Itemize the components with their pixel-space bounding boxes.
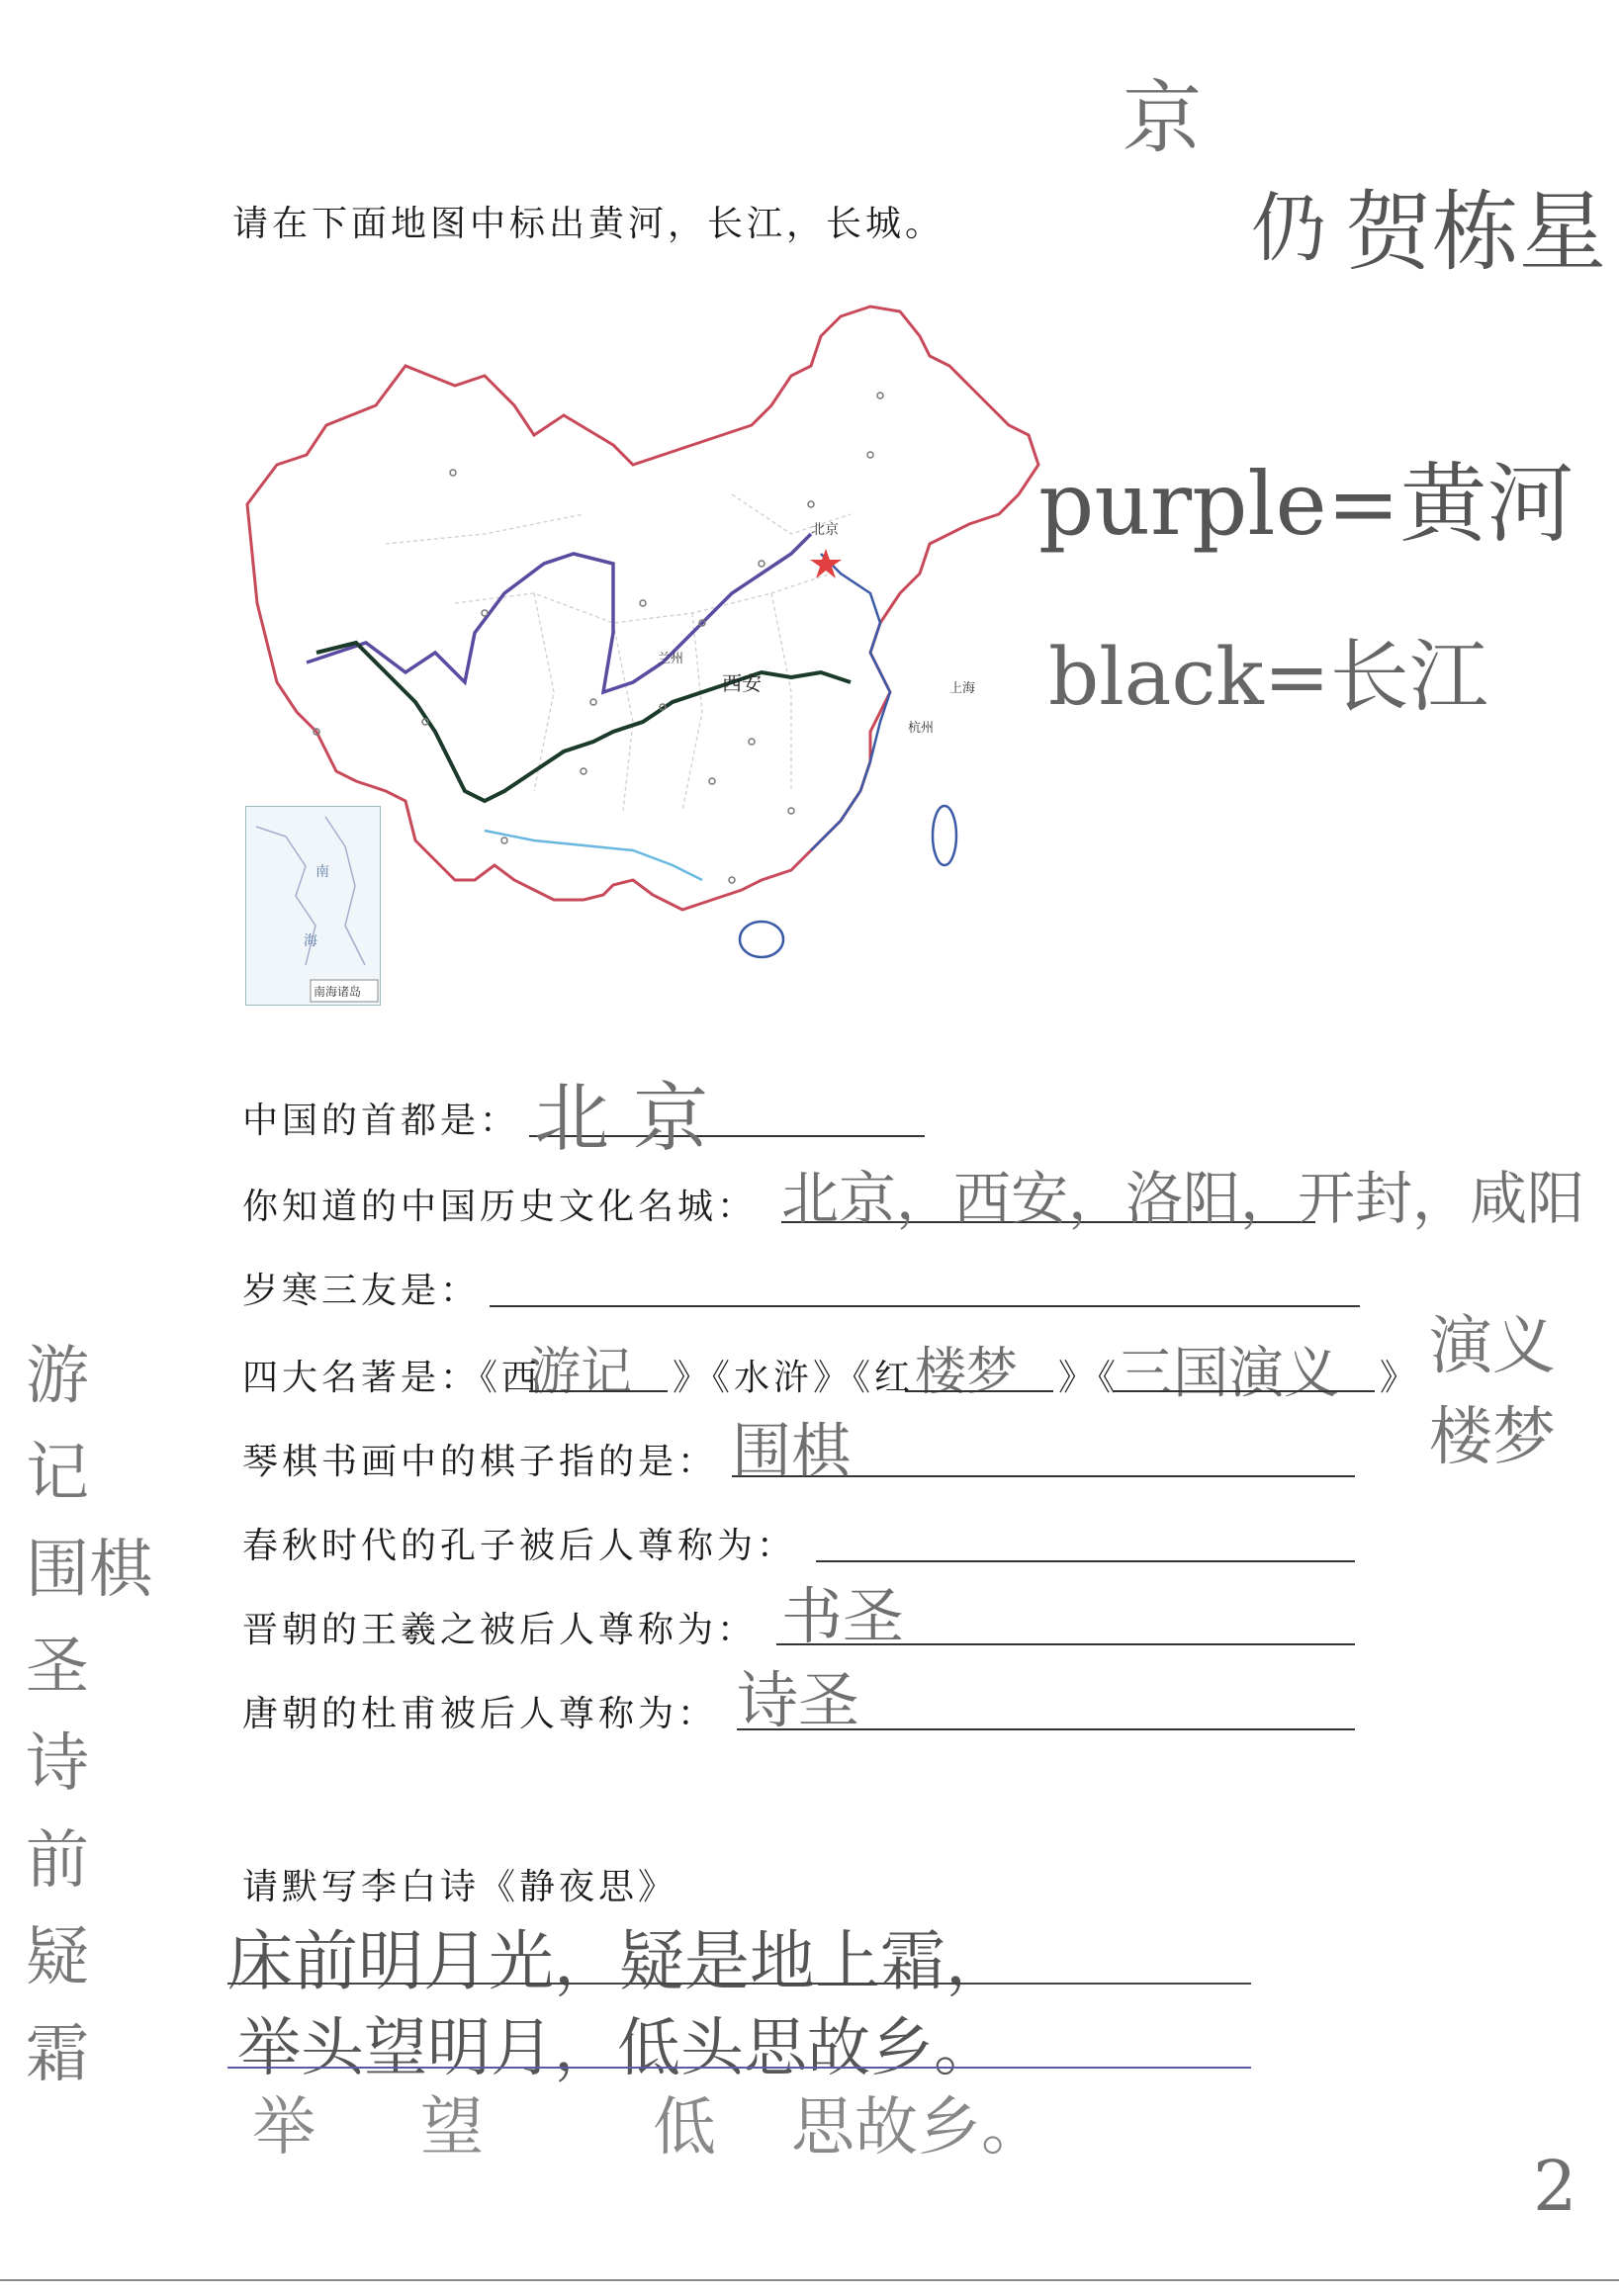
map-instruction: 请在下面地图中标出黄河，长江，长城。 xyxy=(232,204,945,244)
answer-chess: 围棋 xyxy=(732,1417,851,1486)
answer-line-confucius xyxy=(816,1560,1355,1562)
poem-practice-1: 举 xyxy=(252,2091,315,2164)
poem-prompt: 请默写李白诗《静夜思》 xyxy=(242,1867,678,1907)
south-china-sea-inset xyxy=(245,806,381,1006)
question-capital: 中国的首都是： xyxy=(242,1101,520,1141)
answer-historic-cities: 北京，西安，洛阳，开封，咸阳 xyxy=(781,1165,1585,1232)
poem-practice-4: 思故乡。 xyxy=(791,2091,1044,2164)
margin-char: 记 xyxy=(26,1437,89,1510)
answer-line-red-mansions xyxy=(905,1390,1053,1392)
name-prefix-scribble: 仍 xyxy=(1251,184,1326,272)
student-name: 贺栋星 xyxy=(1345,181,1607,283)
question-four-classics-part4: 》 xyxy=(1380,1358,1420,1398)
margin-word: 演义 xyxy=(1429,1310,1556,1383)
inset-label-islands: 南海诸岛 xyxy=(314,985,362,999)
beijing-star xyxy=(810,549,842,578)
taiwan-outline xyxy=(933,806,956,865)
answer-wang-xizhi: 书圣 xyxy=(781,1580,905,1652)
answer-line-journey-west xyxy=(529,1390,668,1392)
margin-char: 圣 xyxy=(26,1631,89,1704)
left-margin-practice xyxy=(26,1340,164,2091)
answer-red-mansions: 楼梦 xyxy=(915,1343,1019,1402)
poem-rule-1 xyxy=(227,1983,1251,1985)
inset-label-south: 南 xyxy=(315,864,329,880)
answer-line-three-friends xyxy=(490,1305,1360,1307)
right-margin-practice xyxy=(1429,1310,1617,1474)
margin-char: 前 xyxy=(26,1824,89,1898)
question-chess: 琴棋书画中的棋子指的是： xyxy=(242,1442,718,1482)
poem-practice-3: 低 xyxy=(653,2091,716,2164)
answer-three-kingdoms: 三国演义 xyxy=(1118,1342,1339,1406)
margin-word: 楼梦 xyxy=(1429,1401,1556,1474)
poem-practice-2: 望 xyxy=(420,2091,484,2164)
question-historic-cities: 你知道的中国历史文化名城： xyxy=(242,1187,758,1227)
inset-label-sea: 海 xyxy=(304,933,317,949)
margin-char: 诗 xyxy=(26,1727,89,1801)
label-beijing: 北京 xyxy=(811,522,839,538)
poem-rule-2 xyxy=(227,2067,1251,2069)
legend-yellow-river: purple=黄河 xyxy=(1038,453,1574,555)
bottom-scan-edge xyxy=(0,2279,1619,2281)
margin-char: 霜 xyxy=(26,2018,89,2091)
pearl-river xyxy=(485,831,702,880)
margin-char: 疑 xyxy=(26,1921,89,1994)
corner-character: 京 xyxy=(1123,72,1202,164)
question-confucius: 春秋时代的孔子被后人尊称为： xyxy=(242,1526,797,1566)
label-shanghai: 上海 xyxy=(949,681,976,696)
question-three-friends: 岁寒三友是： xyxy=(242,1271,481,1311)
margin-char: 围棋 xyxy=(26,1534,152,1607)
question-four-classics-part3: 》《 xyxy=(1058,1358,1121,1398)
question-four-classics-part1: 四大名著是：《西 xyxy=(242,1358,542,1398)
answer-du-fu: 诗圣 xyxy=(737,1664,860,1736)
answer-journey-west: 游记 xyxy=(529,1343,633,1402)
hainan-outline xyxy=(740,922,783,957)
question-wang-xizhi: 晋朝的王羲之被后人尊称为： xyxy=(242,1610,758,1650)
label-lanzhou: 兰州 xyxy=(658,652,684,666)
question-du-fu: 唐朝的杜甫被后人尊称为： xyxy=(242,1694,718,1734)
label-hangzhou: 杭州 xyxy=(908,721,935,736)
poem-line-2: 举头望明月，低头思故乡。 xyxy=(237,2012,997,2085)
label-xian: 西安 xyxy=(722,671,762,695)
answer-capital: 北 京 xyxy=(534,1074,709,1162)
legend-yangtze: black=长江 xyxy=(1048,631,1488,723)
page-number: 2 xyxy=(1533,2146,1577,2227)
question-four-classics-part2: 》《水浒》《红 xyxy=(673,1358,915,1398)
answer-line-three-kingdoms xyxy=(1113,1390,1375,1392)
poem-line-1: 床前明月光，疑是地上霜， xyxy=(227,1923,1011,1999)
margin-char: 游 xyxy=(26,1340,89,1413)
